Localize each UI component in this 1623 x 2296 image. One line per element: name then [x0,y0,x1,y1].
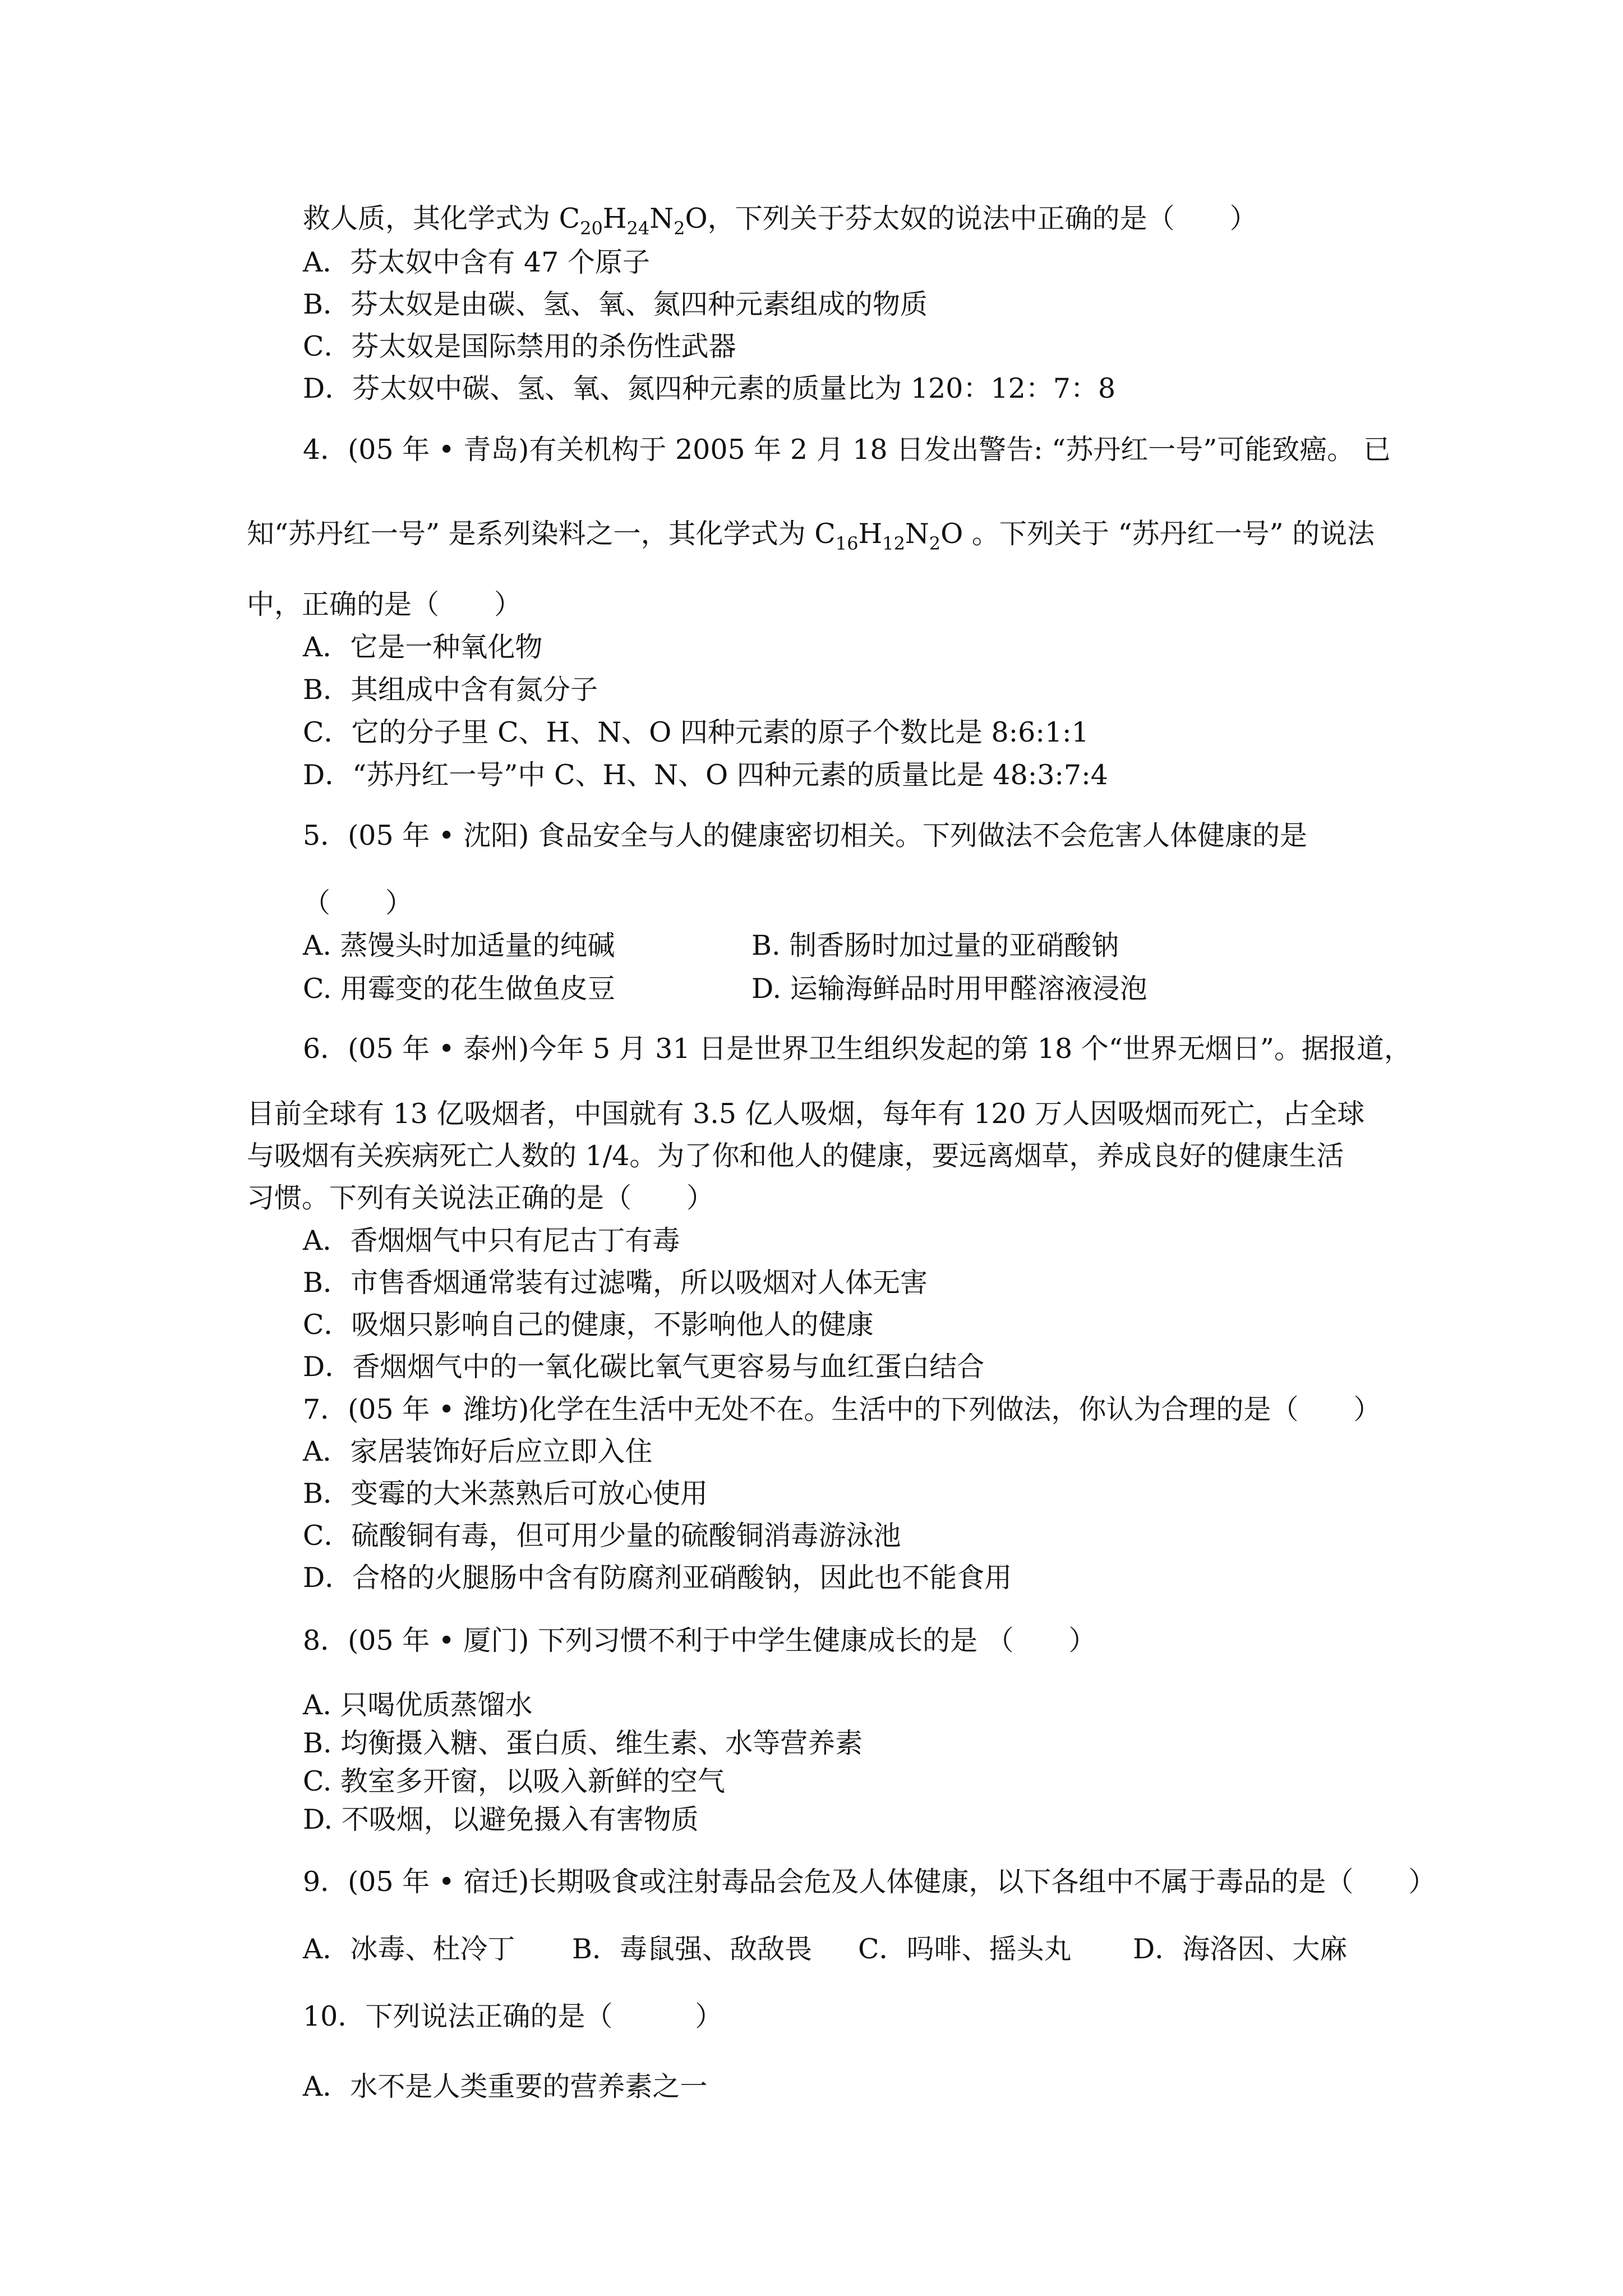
q6-option-a: A．香烟烟气中只有尼古丁有毒 [303,1225,680,1257]
q3-subscript-h: 24 [626,218,650,239]
q8-option-a: A. 只喝优质蒸馏水 [303,1689,533,1721]
q4-stem-line2 [247,517,1375,554]
q9-stem-line1: 9．(05 年 • 宿迁)长期吸食或注射毒品会危及人体健康，以下各组中不属于毒品的是（ ） [303,1866,1436,1898]
q7-option-d: D．合格的火腿肠中含有防腐剂亚硝酸钠，因此也不能食用 [303,1562,1012,1594]
q5-option-a: A. 蒸馒头时加适量的纯碱 [303,930,615,961]
q5-stem-line2: （ ） [303,887,413,919]
q9-option-c: C．吗啡、摇头丸 [858,1933,1072,1965]
q4-stem-line1: 4．(05 年 • 青岛)有关机构于 2005 年 2 月 18 日发出警告: “苏丹红一号”可能致癌。 已 [303,434,1391,466]
q4-stem-h: H [858,518,883,550]
q7-option-b: B．变霉的大米蒸熟后可放心使用 [303,1478,708,1510]
q4-option-a: A．它是一种氧化物 [303,631,543,663]
q4-option-b: B．其组成中含有氮分子 [303,674,598,706]
q4-option-c: C．它的分子里 C、H、N、O 四种元素的原子个数比是 8:6:1:1 [303,716,1089,748]
q5-option-b: B. 制香肠时加过量的亚硝酸钠 [751,930,1119,961]
q6-option-d: D．香烟烟气中的一氧化碳比氧气更容易与血红蛋白结合 [303,1351,985,1383]
q6-option-b: B．市售香烟通常装有过滤嘴，所以吸烟对人体无害 [303,1267,928,1299]
q5-option-d: D. 运输海鲜品时用甲醛溶液浸泡 [751,973,1147,1005]
q8-option-d: D. 不吸烟，以避免摄入有害物质 [303,1803,699,1835]
q10-stem-line1: 10．下列说法正确的是（ ） [303,2000,723,2032]
q5-option-c: C. 用霉变的花生做鱼皮豆 [303,973,615,1005]
q5-stem-line1: 5．(05 年 • 沈阳) 食品安全与人的健康密切相关。下列做法不会危害人体健康的是 [303,820,1307,852]
q3-stem-pre: 救人质，其化学式为 C [303,203,580,234]
q4-subscript-h: 12 [882,533,905,554]
q3-option-a: A．芬太奴中含有 47 个原子 [303,246,650,278]
q4-stem-pre: 知“苏丹红一号” 是系列染料之一，其化学式为 C [247,518,836,550]
q9-option-d: D．海洛因、大麻 [1133,1933,1348,1965]
q4-stem-n: N [905,518,929,550]
q3-stem-n: N [649,203,674,234]
q6-stem-line4: 习惯。下列有关说法正确的是（ ） [247,1182,714,1214]
q3-option-b: B．芬太奴是由碳、氢、氧、氮四种元素组成的物质 [303,288,928,320]
q6-stem-line1: 6．(05 年 • 泰州)今年 5 月 31 日是世界卫生组织发起的第 18 个“世界无烟日”。据报道， [303,1033,1412,1065]
q3-stem [303,202,1257,238]
q7-stem-line1: 7．(05 年 • 潍坊)化学在生活中无处不在。生活中的下列做法，你认为合理的是（ ） [303,1393,1381,1425]
q4-stem-post: O 。下列关于 “苏丹红一号” 的说法 [940,518,1375,550]
q8-stem-line1: 8．(05 年 • 厦门) 下列习惯不利于中学生健康成长的是 （ ） [303,1625,1096,1657]
q9-option-a: A．冰毒、杜冷丁 [303,1933,515,1965]
q7-option-a: A．家居装饰好后应立即入住 [303,1435,653,1467]
q7-option-c: C．硫酸铜有毒，但可用少量的硫酸铜消毒游泳池 [303,1520,901,1552]
q3-option-c: C．芬太奴是国际禁用的杀伤性武器 [303,330,736,362]
q6-stem-line3: 与吸烟有关疾病死亡人数的 1/4。为了你和他人的健康，要远离烟草，养成良好的健康生活 [247,1140,1344,1172]
q4-subscript-n: 2 [929,533,941,554]
q3-stem-h: H [602,203,627,234]
q3-subscript-c: 20 [580,218,603,239]
q8-option-c: C. 教室多开窗，以吸入新鲜的空气 [303,1765,725,1797]
q4-subscript-c: 16 [835,533,859,554]
q3-stem-post: O，下列关于芬太奴的说法中正确的是（ ） [685,203,1257,234]
q6-stem-line2: 目前全球有 13 亿吸烟者，中国就有 3.5 亿人吸烟，每年有 120 万人因吸烟而死亡，占全球 [247,1098,1365,1130]
q3-subscript-n: 2 [674,218,685,239]
q8-option-b: B. 均衡摄入糖、蛋白质、维生素、水等营养素 [303,1727,863,1759]
q3-option-d: D．芬太奴中碳、氢、氧、氮四种元素的质量比为 120：12：7：8 [303,372,1116,404]
q10-option-a: A．水不是人类重要的营养素之一 [303,2070,708,2102]
q9-option-b: B．毒鼠强、敌敌畏 [572,1933,813,1965]
q6-option-c: C．吸烟只影响自己的健康，不影响他人的健康 [303,1309,874,1341]
q4-option-d: D．“苏丹红一号”中 C、H、N、O 四种元素的质量比是 48:3:7:4 [303,759,1108,791]
q4-stem-line3: 中，正确的是（ ） [247,588,522,620]
